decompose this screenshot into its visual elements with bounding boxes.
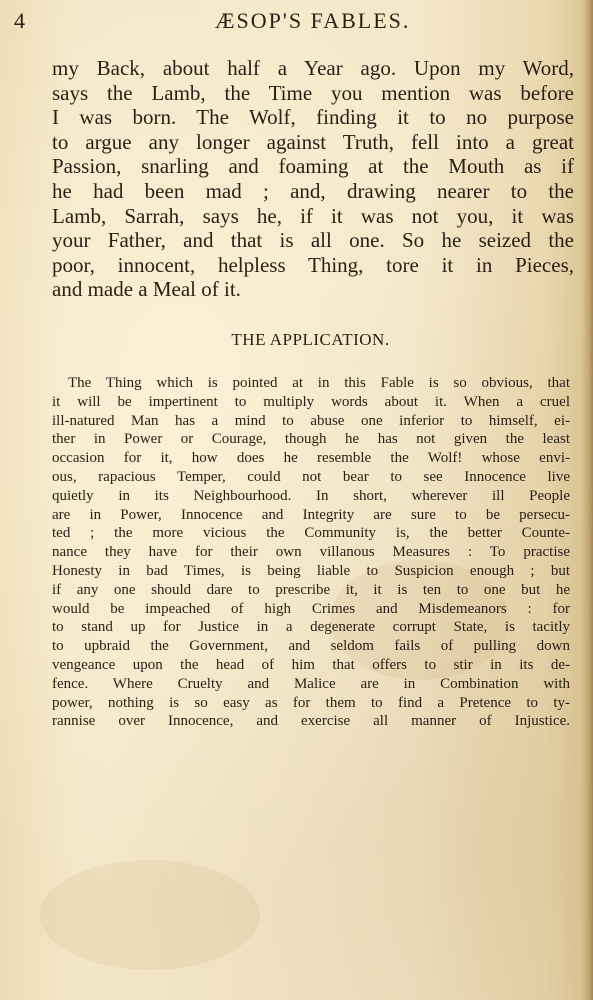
fable-text (52, 56, 574, 302)
fable-line: to argue any longer against Truth, fell into a great (52, 129, 574, 154)
fable-line: my Back, about half a Year ago. Upon my Word, (52, 56, 574, 80)
application-line: Honesty in bad Times, is being liable to Suspicion enough ; but (52, 562, 570, 579)
fable-line: and made a Meal of it. (52, 277, 241, 302)
fable-line: Passion, snarling and foaming at the Mouth as if (52, 154, 574, 179)
page-edge-shadow (581, 0, 593, 1000)
fable-line: I was born. The Wolf, finding it to no purpose (52, 105, 574, 130)
application-line: nance they have for their own villanous Measures : To practise (52, 544, 570, 561)
application-heading-text: THE APPLICATION. (231, 330, 390, 349)
application-line: would be impeached of high Crimes and Misdemeanors : for (52, 600, 570, 617)
application-line: power, nothing is so easy as for them to find a Pretence to ty- (52, 694, 570, 711)
fable-line: says the Lamb, the Time you mention was before (52, 80, 574, 105)
fable-line: he had been mad ; and, drawing nearer to the (52, 178, 574, 203)
application-line: rannise over Innocence, and exercise all manner of Injustice. (52, 713, 570, 730)
application-line: vengeance upon the head of him that offers to stir in its de- (52, 656, 570, 673)
application-line: to upbraid the Government, and seldom fails of pulling down (52, 638, 570, 655)
application-line: to stand up for Justice in a degenerate corrupt State, is tacitly (52, 619, 570, 636)
fable-line: your Father, and that is all one. So he seized the (52, 228, 574, 253)
application-line: The Thing which is pointed at in this Fable is so obvious, that (68, 375, 570, 391)
application-line: ted ; the more vicious the Community is, the better Counte- (52, 525, 570, 542)
page-number: 4 (14, 8, 25, 33)
application-line: ther in Power or Courage, though he has not given the least (52, 431, 570, 448)
application-text (52, 374, 570, 731)
application-line: ous, rapacious Temper, could not bear to see Innocence live (52, 468, 570, 485)
fable-line: poor, innocent, helpless Thing, tore it in Pieces, (52, 252, 574, 277)
application-line: if any one should dare to prescribe it, it is ten to one but he (52, 581, 570, 598)
running-head-title: ÆSOP'S FABLES. (215, 8, 411, 33)
fable-line: Lamb, Sarrah, says he, if it was not you, it was (52, 203, 574, 228)
application-line: fence. Where Cruelty and Malice are in Combination with (52, 675, 570, 692)
paper-stain (40, 860, 260, 970)
application-line: occasion for it, how does he resemble the Wolf! whose envi- (52, 450, 570, 467)
application-line: ill-natured Man has a mind to abuse one inferior to himself, ei- (52, 412, 570, 429)
application-heading (0, 330, 593, 350)
application-line: quietly in its Neighbourhood. In short, wherever ill People (52, 487, 570, 504)
application-line: are in Power, Innocence and Integrity are sure to be persecu- (52, 506, 570, 523)
application-line: it will be impertinent to multiply words about it. When a cruel (52, 393, 570, 410)
